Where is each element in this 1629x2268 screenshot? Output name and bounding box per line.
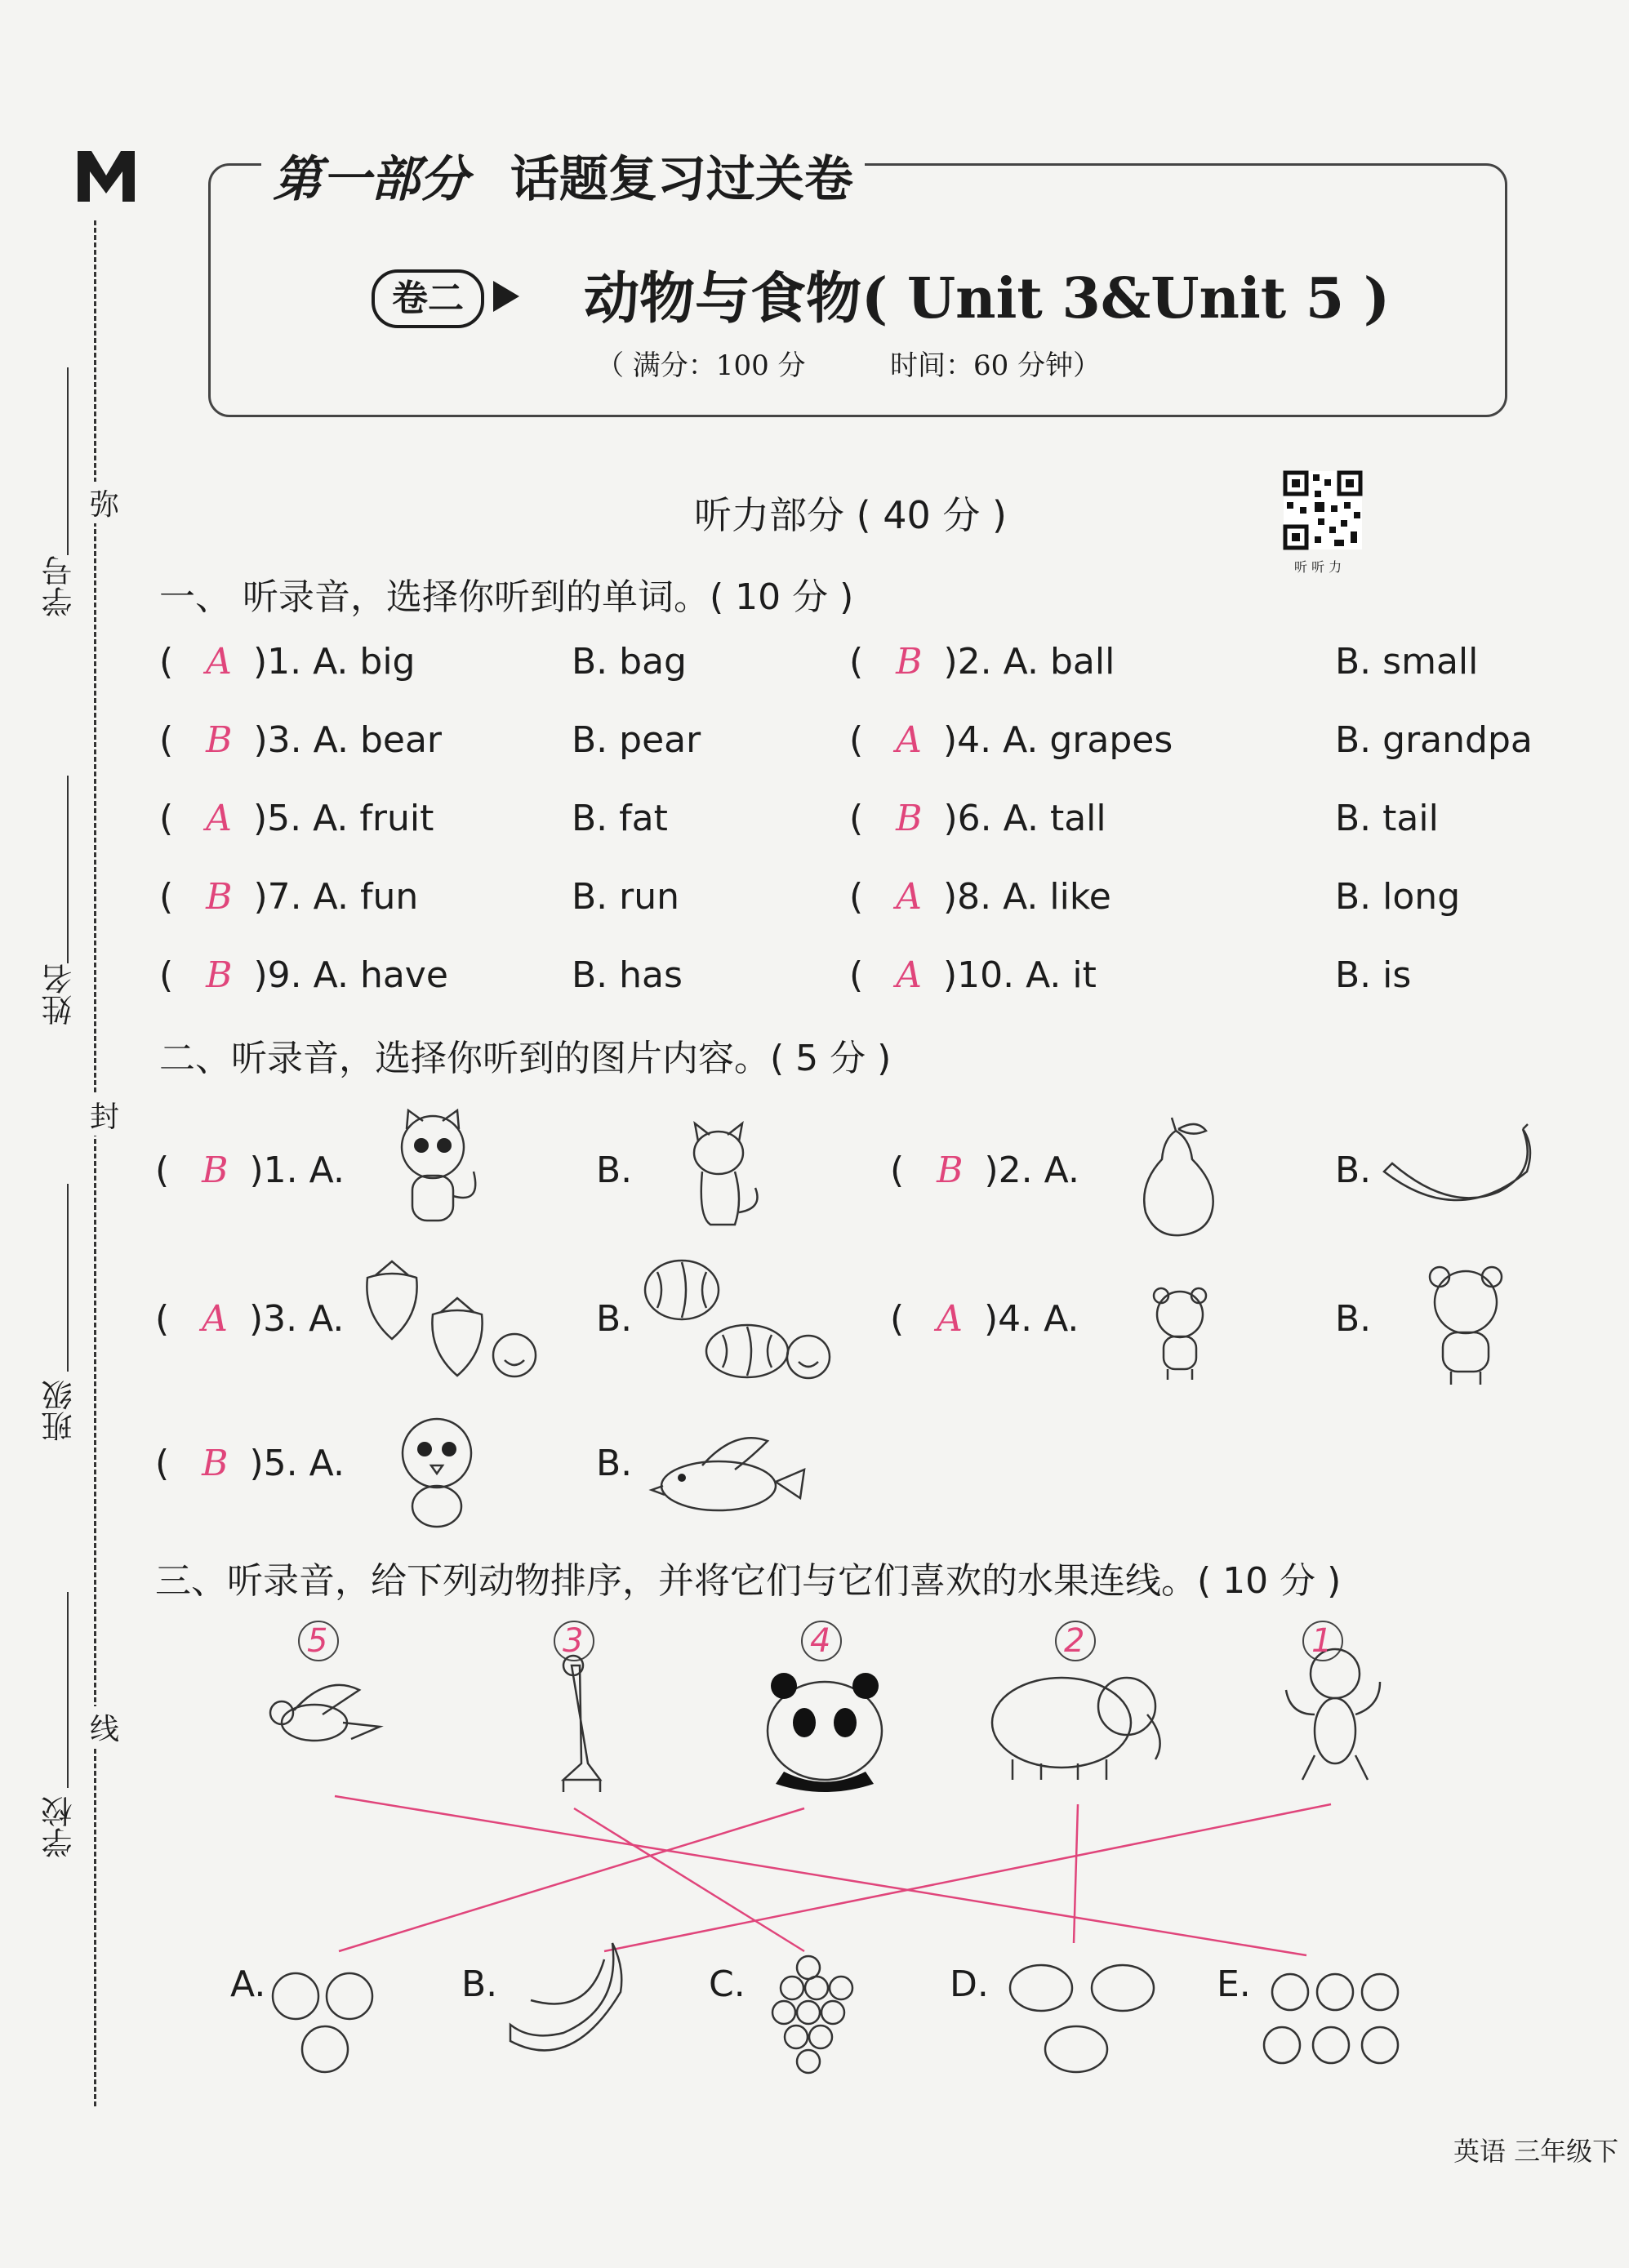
answer-mark[interactable]: A xyxy=(206,641,232,683)
student-id-label: 学号 xyxy=(42,555,78,617)
fruit-grapes-icon xyxy=(772,1956,852,2073)
animal-giraffe-icon xyxy=(563,1656,600,1792)
order-2[interactable]: 3 xyxy=(563,1622,584,1660)
section3-title: 三、听录音，给下列动物排序，并将它们与它们喜欢的水果连线。( 10 分 ) xyxy=(155,1560,1342,1602)
answer-mark[interactable]: B xyxy=(202,1443,229,1484)
s2-q3: ( A )3. A. xyxy=(155,1298,345,1340)
order-4[interactable]: 2 xyxy=(1064,1622,1085,1660)
s1-q3-option-b: B. pear xyxy=(572,719,701,761)
listening-title: 听力部分 ( 40 分 ) xyxy=(694,493,1007,537)
class-blank xyxy=(67,1184,69,1372)
s2-q4: ( A )4. A. xyxy=(890,1298,1079,1340)
s1-q8-option-b: B. long xyxy=(1335,876,1461,918)
fruit-label-d: D. xyxy=(950,1963,989,2005)
banana-icon xyxy=(1376,1123,1547,1233)
s1-q5-option-b: B. fat xyxy=(572,798,668,839)
time-info: 时间：60 分钟） xyxy=(890,349,1102,382)
s1-q4: ( A )4. A. grapes xyxy=(849,719,1173,761)
name-label: 姓名 xyxy=(42,963,78,1025)
part-title: 话题复习过关卷 xyxy=(510,151,853,208)
s2-q5: ( B )5. A. xyxy=(155,1443,345,1484)
part-label: 第一部分 话题复习过关卷 xyxy=(261,140,865,211)
strawberries-smile-icon xyxy=(355,1257,543,1388)
match-line-bird-to-E xyxy=(335,1796,1306,1955)
qr-code[interactable] xyxy=(1282,469,1372,551)
fruit-watermelons-icon xyxy=(1010,1965,1154,2072)
s2-q3-option-b: B. xyxy=(596,1298,633,1340)
section1-title: 一、 听录音，选择你听到的单词。( 10 分 ) xyxy=(159,576,854,618)
student-id-blank xyxy=(67,367,69,555)
score-info: （ 满分：100 分 xyxy=(596,349,806,382)
s2-q2-option-b: B. xyxy=(1335,1150,1372,1191)
s1-q7-option-b: B. run xyxy=(572,876,680,918)
fruit-label-e: E. xyxy=(1217,1963,1251,2005)
qr-caption: 听 听 力 xyxy=(1294,559,1342,575)
fruit-strawberries-icon xyxy=(1264,1974,1398,2063)
paper-title: 动物与食物( Unit 3&Unit 5 ) xyxy=(584,266,1391,331)
answer-mark[interactable]: A xyxy=(202,1298,228,1340)
paper-badge: 卷二 xyxy=(372,269,484,328)
class-label: 班级 xyxy=(42,1380,78,1442)
small-bear-icon xyxy=(1143,1286,1217,1384)
name-blank xyxy=(67,776,69,963)
badge-arrow-icon xyxy=(490,278,523,315)
fruit-label-c: C. xyxy=(709,1963,746,2005)
s1-q1-option-b: B. bag xyxy=(572,641,687,683)
answer-mark[interactable]: B xyxy=(896,798,923,839)
order-1[interactable]: 5 xyxy=(307,1622,328,1660)
s1-q10: ( A )10. A. it xyxy=(849,954,1097,996)
section2-title: 二、听录音，选择你听到的图片内容。( 5 分 ) xyxy=(159,1038,892,1079)
match-lines xyxy=(335,1796,1331,1955)
answer-mark[interactable]: B xyxy=(937,1150,964,1191)
seal-char-2: 封 xyxy=(90,1094,119,1136)
fruit-label-b: B. xyxy=(461,1963,498,2005)
s1-q5: ( A )5. A. fruit xyxy=(159,798,434,839)
s1-q1: ( A )1. A. big xyxy=(159,641,416,683)
s1-q8: ( A )8. A. like xyxy=(849,876,1111,918)
fruit-label-a: A. xyxy=(230,1963,266,2005)
match-line-monkey-to-B xyxy=(604,1804,1331,1951)
answer-mark[interactable]: B xyxy=(896,641,923,683)
watermelons-smile-icon xyxy=(633,1257,837,1388)
s1-q4-option-b: B. grandpa xyxy=(1335,719,1533,761)
s1-q6-option-b: B. tail xyxy=(1335,798,1439,839)
big-bear-icon xyxy=(1417,1265,1515,1388)
publisher-logo xyxy=(73,143,139,208)
answer-mark[interactable]: A xyxy=(896,954,922,996)
fruit-apples-icon xyxy=(273,1973,372,2072)
answer-mark[interactable]: A xyxy=(937,1298,963,1340)
answer-mark[interactable]: B xyxy=(206,954,233,996)
order-5[interactable]: 1 xyxy=(1311,1622,1333,1660)
kitten-sitting-icon xyxy=(674,1118,772,1233)
s1-q7: ( B )7. A. fun xyxy=(159,876,419,918)
s1-q2: ( B )2. A. ball xyxy=(849,641,1115,683)
s1-q9-option-b: B. has xyxy=(572,954,683,996)
school-label: 学校 xyxy=(42,1796,78,1858)
answer-mark[interactable]: A xyxy=(896,876,922,918)
fruit-bananas-icon xyxy=(510,1943,621,2050)
matching-area xyxy=(0,1617,1629,2098)
seal-char-3: 线 xyxy=(90,1706,119,1748)
animal-bird-icon xyxy=(270,1685,380,1741)
s1-q10-option-b: B. is xyxy=(1335,954,1412,996)
match-line-giraffe-to-C xyxy=(574,1808,804,1951)
answer-mark[interactable]: A xyxy=(206,798,232,839)
cartoon-chick-icon xyxy=(392,1408,482,1531)
seal-char-1: 弥 xyxy=(90,482,119,523)
s1-q2-option-b: B. small xyxy=(1335,641,1479,683)
match-line-panda-to-A xyxy=(339,1808,804,1951)
order-3[interactable]: 4 xyxy=(810,1622,831,1660)
answer-mark[interactable]: B xyxy=(206,876,233,918)
answer-mark[interactable]: B xyxy=(206,719,233,761)
s2-q1-option-b: B. xyxy=(596,1150,633,1191)
animal-monkey-icon xyxy=(1286,1649,1380,1780)
s2-q2: ( B )2. A. xyxy=(890,1150,1079,1191)
answer-mark[interactable]: B xyxy=(202,1150,229,1191)
pear-icon xyxy=(1131,1114,1221,1241)
animal-elephant-icon xyxy=(992,1678,1160,1780)
answer-mark[interactable]: A xyxy=(896,719,922,761)
animal-panda-icon xyxy=(768,1673,882,1792)
s1-q9: ( B )9. A. have xyxy=(159,954,448,996)
s1-q6: ( B )6. A. tall xyxy=(849,798,1106,839)
footer-subject-grade: 英语 三年级下 xyxy=(1453,2136,1619,2167)
match-line-elephant-to-D xyxy=(1074,1804,1078,1943)
s1-q3: ( B )3. A. bear xyxy=(159,719,443,761)
s2-q1: ( B )1. A. xyxy=(155,1150,345,1191)
cat-cartoon-icon xyxy=(384,1106,490,1237)
flying-bird-icon xyxy=(645,1425,808,1523)
s2-q5-option-b: B. xyxy=(596,1443,633,1484)
s2-q4-option-b: B. xyxy=(1335,1298,1372,1340)
